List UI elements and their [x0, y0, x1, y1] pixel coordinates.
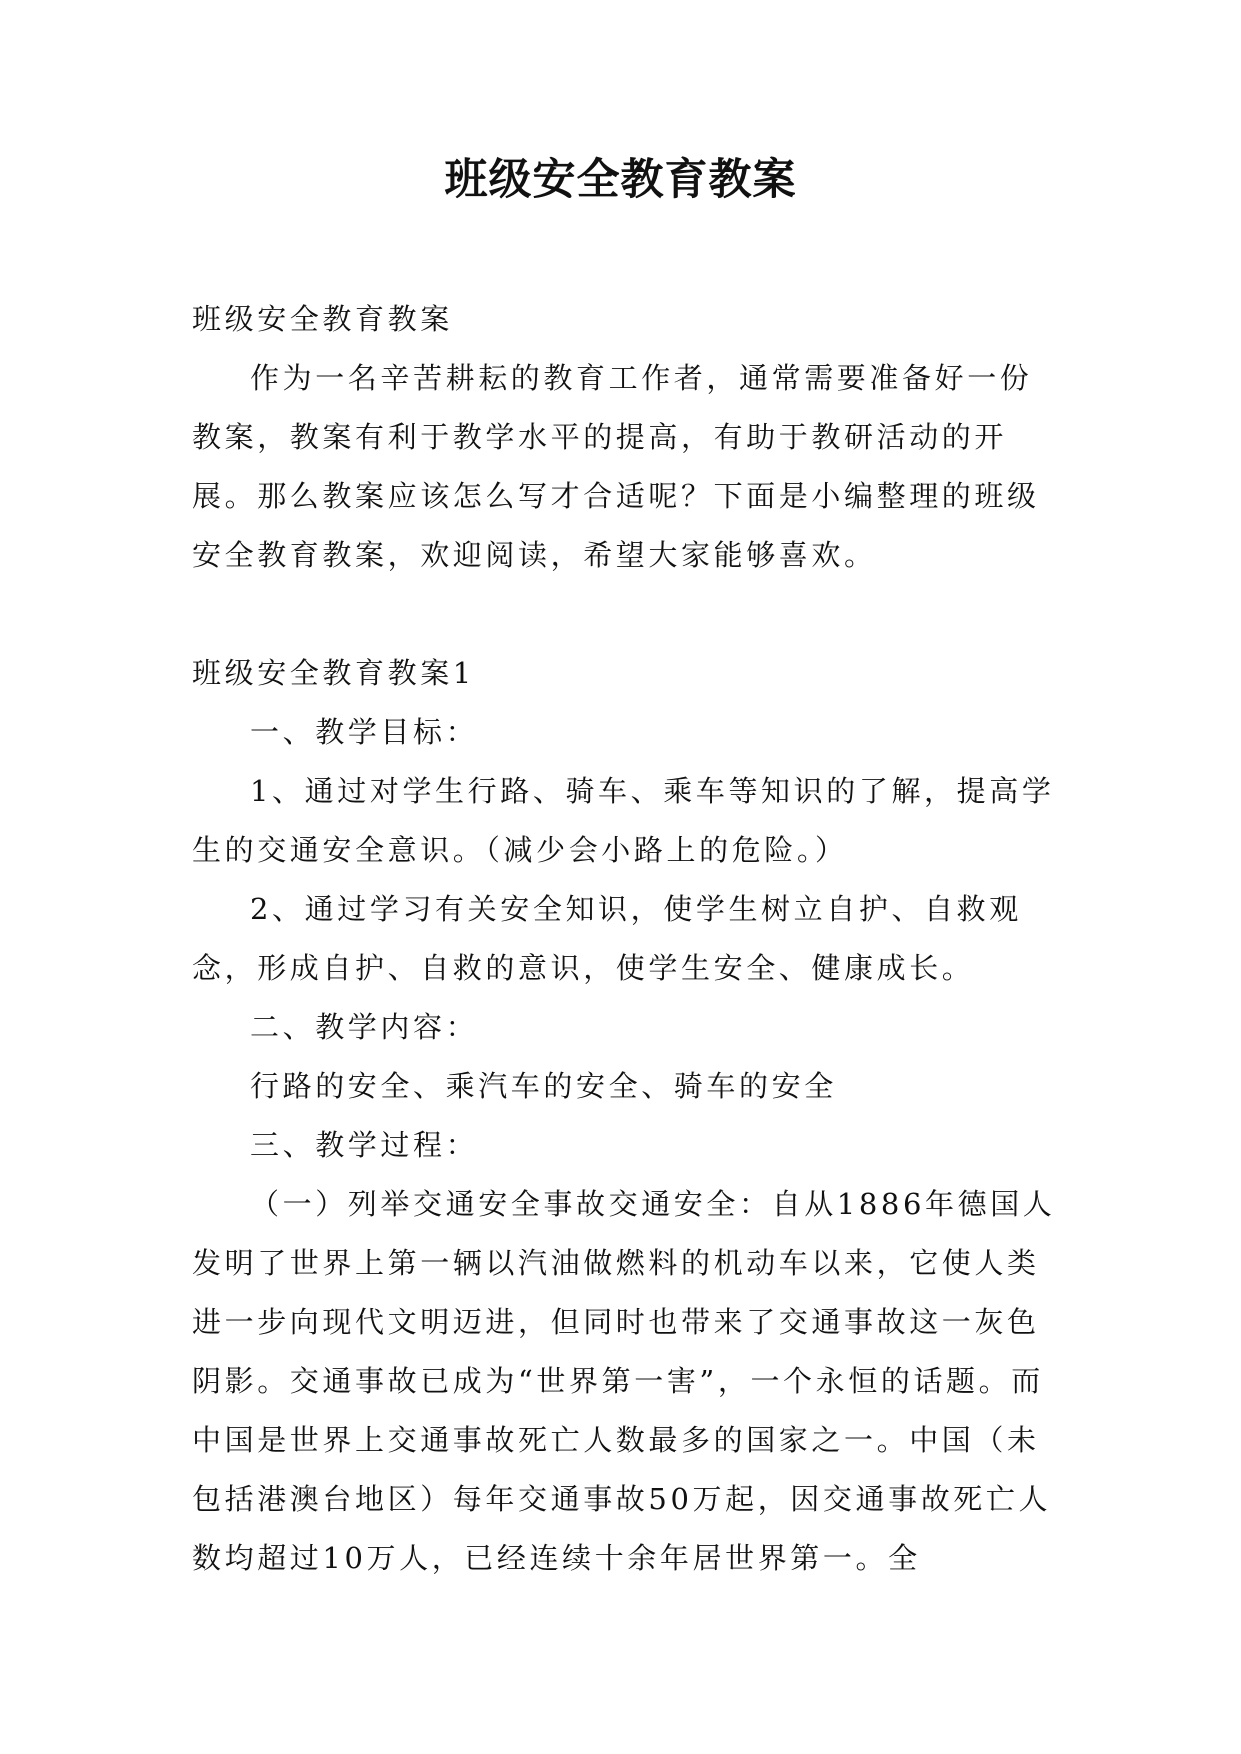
- document-body: [192, 290, 1062, 1588]
- subsection-heading: 二、教学内容：: [250, 1010, 479, 1044]
- body-paragraph: 1、通过对学生行路、骑车、乘车等知识的了解，提高学生的交通安全意识。（减少会小路上的危险。）: [192, 774, 1055, 867]
- body-paragraph: 行路的安全、乘汽车的安全、骑车的安全: [250, 1069, 837, 1103]
- intro-paragraph: 作为一名辛苦耕耘的教育工作者，通常需要准备好一份教案，教案有利于教学水平的提高，有助于教研活动的开展。那么教案应该怎么写才合适呢？下面是小编整理的班级安全教育教案，欢迎阅读，希望大家能够喜欢。: [192, 361, 1040, 572]
- subsection-heading: 三、教学过程：: [250, 1128, 479, 1162]
- document-title: 班级安全教育教案: [444, 155, 797, 205]
- subsection-heading: 一、教学目标：: [250, 715, 479, 749]
- section-heading: 班级安全教育教案: [192, 302, 453, 336]
- body-paragraph: 2、通过学习有关安全知识，使学生树立自护、自救观念，形成自护、自救的意识，使学生安全、健康成长。: [192, 892, 1022, 985]
- paragraph-spacer: [192, 585, 1062, 644]
- body-paragraph: （一）列举交通安全事故交通安全：自从1886年德国人发明了世界上第一辆以汽油做燃料的机动车以来，它使人类进一步向现代文明迈进，但同时也带来了交通事故这一灰色阴影。交通事故已成为“世界第一害”，一个永恒的话题。而中国是世界上交通事故死亡人数最多的国家之一。中国（未包括港澳台地区）每年交通事故50万起，因交通事故死亡人数均超过10万人，已经连续十余年居世界第一。全: [192, 1187, 1056, 1575]
- section-heading: 班级安全教育教案1: [192, 656, 475, 690]
